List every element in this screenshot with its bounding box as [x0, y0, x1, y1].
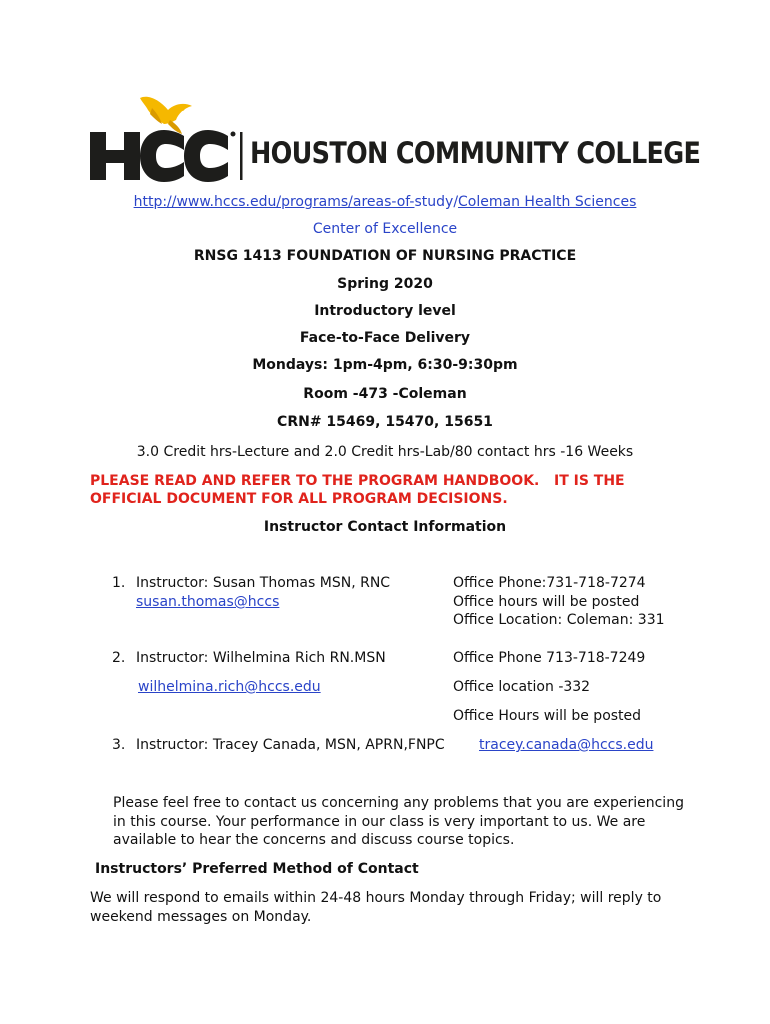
- closing-line-3: available to hear the concerns and discuss course topics.: [113, 832, 515, 848]
- instructor-2-number: 2.: [112, 650, 126, 666]
- course-delivery: Face-to-Face Delivery: [299, 330, 471, 346]
- preferred-contact-line-1: We will respond to emails within 24-48 hours Monday through Friday; will reply to: [90, 890, 662, 906]
- closing-line-2: in this course. Your performance in our class is very important to us. We are: [113, 814, 646, 830]
- handbook-notice-line1: PLEASE READ AND REFER TO THE PROGRAM HANDBOOK. IT IS THE: [90, 473, 625, 489]
- handbook-notice-line2: OFFICIAL DOCUMENT FOR ALL PROGRAM DECISIONS.: [90, 491, 508, 507]
- instructor-1-phone: Office Phone:731-718-7274: [453, 575, 646, 591]
- program-url-line[interactable]: [0, 194, 770, 210]
- instructor-1-hours: Office hours will be posted: [453, 594, 640, 610]
- instructor-2-name: Instructor: Wilhelmina Rich RN.MSN: [136, 650, 386, 666]
- preferred-contact-line-2: weekend messages on Monday.: [90, 909, 312, 925]
- instructor-3-name: Instructor: Tracey Canada, MSN, APRN,FNPC: [136, 737, 445, 753]
- preferred-contact-heading: Instructors’ Preferred Method of Contact: [95, 861, 419, 877]
- closing-line-1: Please feel free to contact us concerning any problems that you are experiencing: [113, 795, 684, 811]
- instructor-2-email[interactable]: wilhelmina.rich@hccs.edu: [138, 679, 321, 695]
- program-url-part2[interactable]: study/: [414, 194, 459, 210]
- instructor-1-number: 1.: [112, 575, 126, 591]
- instructor-1-location: Office Location: Coleman: 331: [453, 612, 665, 628]
- course-crn: CRN# 15469, 15470, 15651: [277, 414, 493, 430]
- instructor-3-email[interactable]: tracey.canada@hccs.edu: [479, 737, 654, 753]
- program-url-part1[interactable]: http://www.hccs.edu/programs/areas-of-: [133, 194, 415, 210]
- program-url-part3[interactable]: Coleman Health Sciences: [458, 194, 637, 210]
- instructor-2-phone: Office Phone 713-718-7249: [453, 650, 646, 666]
- instructor-2-hours: Office Hours will be posted: [453, 708, 642, 724]
- course-title: RNSG 1413 FOUNDATION OF NURSING PRACTICE: [193, 248, 577, 264]
- course-schedule: Mondays: 1pm-4pm, 6:30-9:30pm: [252, 357, 518, 373]
- instructor-3-number: 3.: [112, 737, 126, 753]
- center-of-excellence: Center of Excellence: [312, 221, 458, 237]
- course-credits: 3.0 Credit hrs-Lecture and 2.0 Credit hrs-Lab/80 contact hrs -16 Weeks: [136, 444, 634, 460]
- course-room: Room -473 -Coleman: [303, 386, 467, 402]
- college-name: HOUSTON COMMUNITY COLLEGE: [250, 136, 701, 170]
- eagle-icon: [140, 97, 192, 134]
- instructor-2-location: Office location -332: [453, 679, 591, 695]
- instructor-1-name: Instructor: Susan Thomas MSN, RNC: [136, 575, 391, 591]
- course-level: Introductory level: [314, 303, 456, 319]
- contact-heading: Instructor Contact Information: [263, 519, 507, 535]
- instructor-1-email[interactable]: susan.thomas@hccs: [136, 594, 280, 610]
- course-term: Spring 2020: [337, 276, 433, 292]
